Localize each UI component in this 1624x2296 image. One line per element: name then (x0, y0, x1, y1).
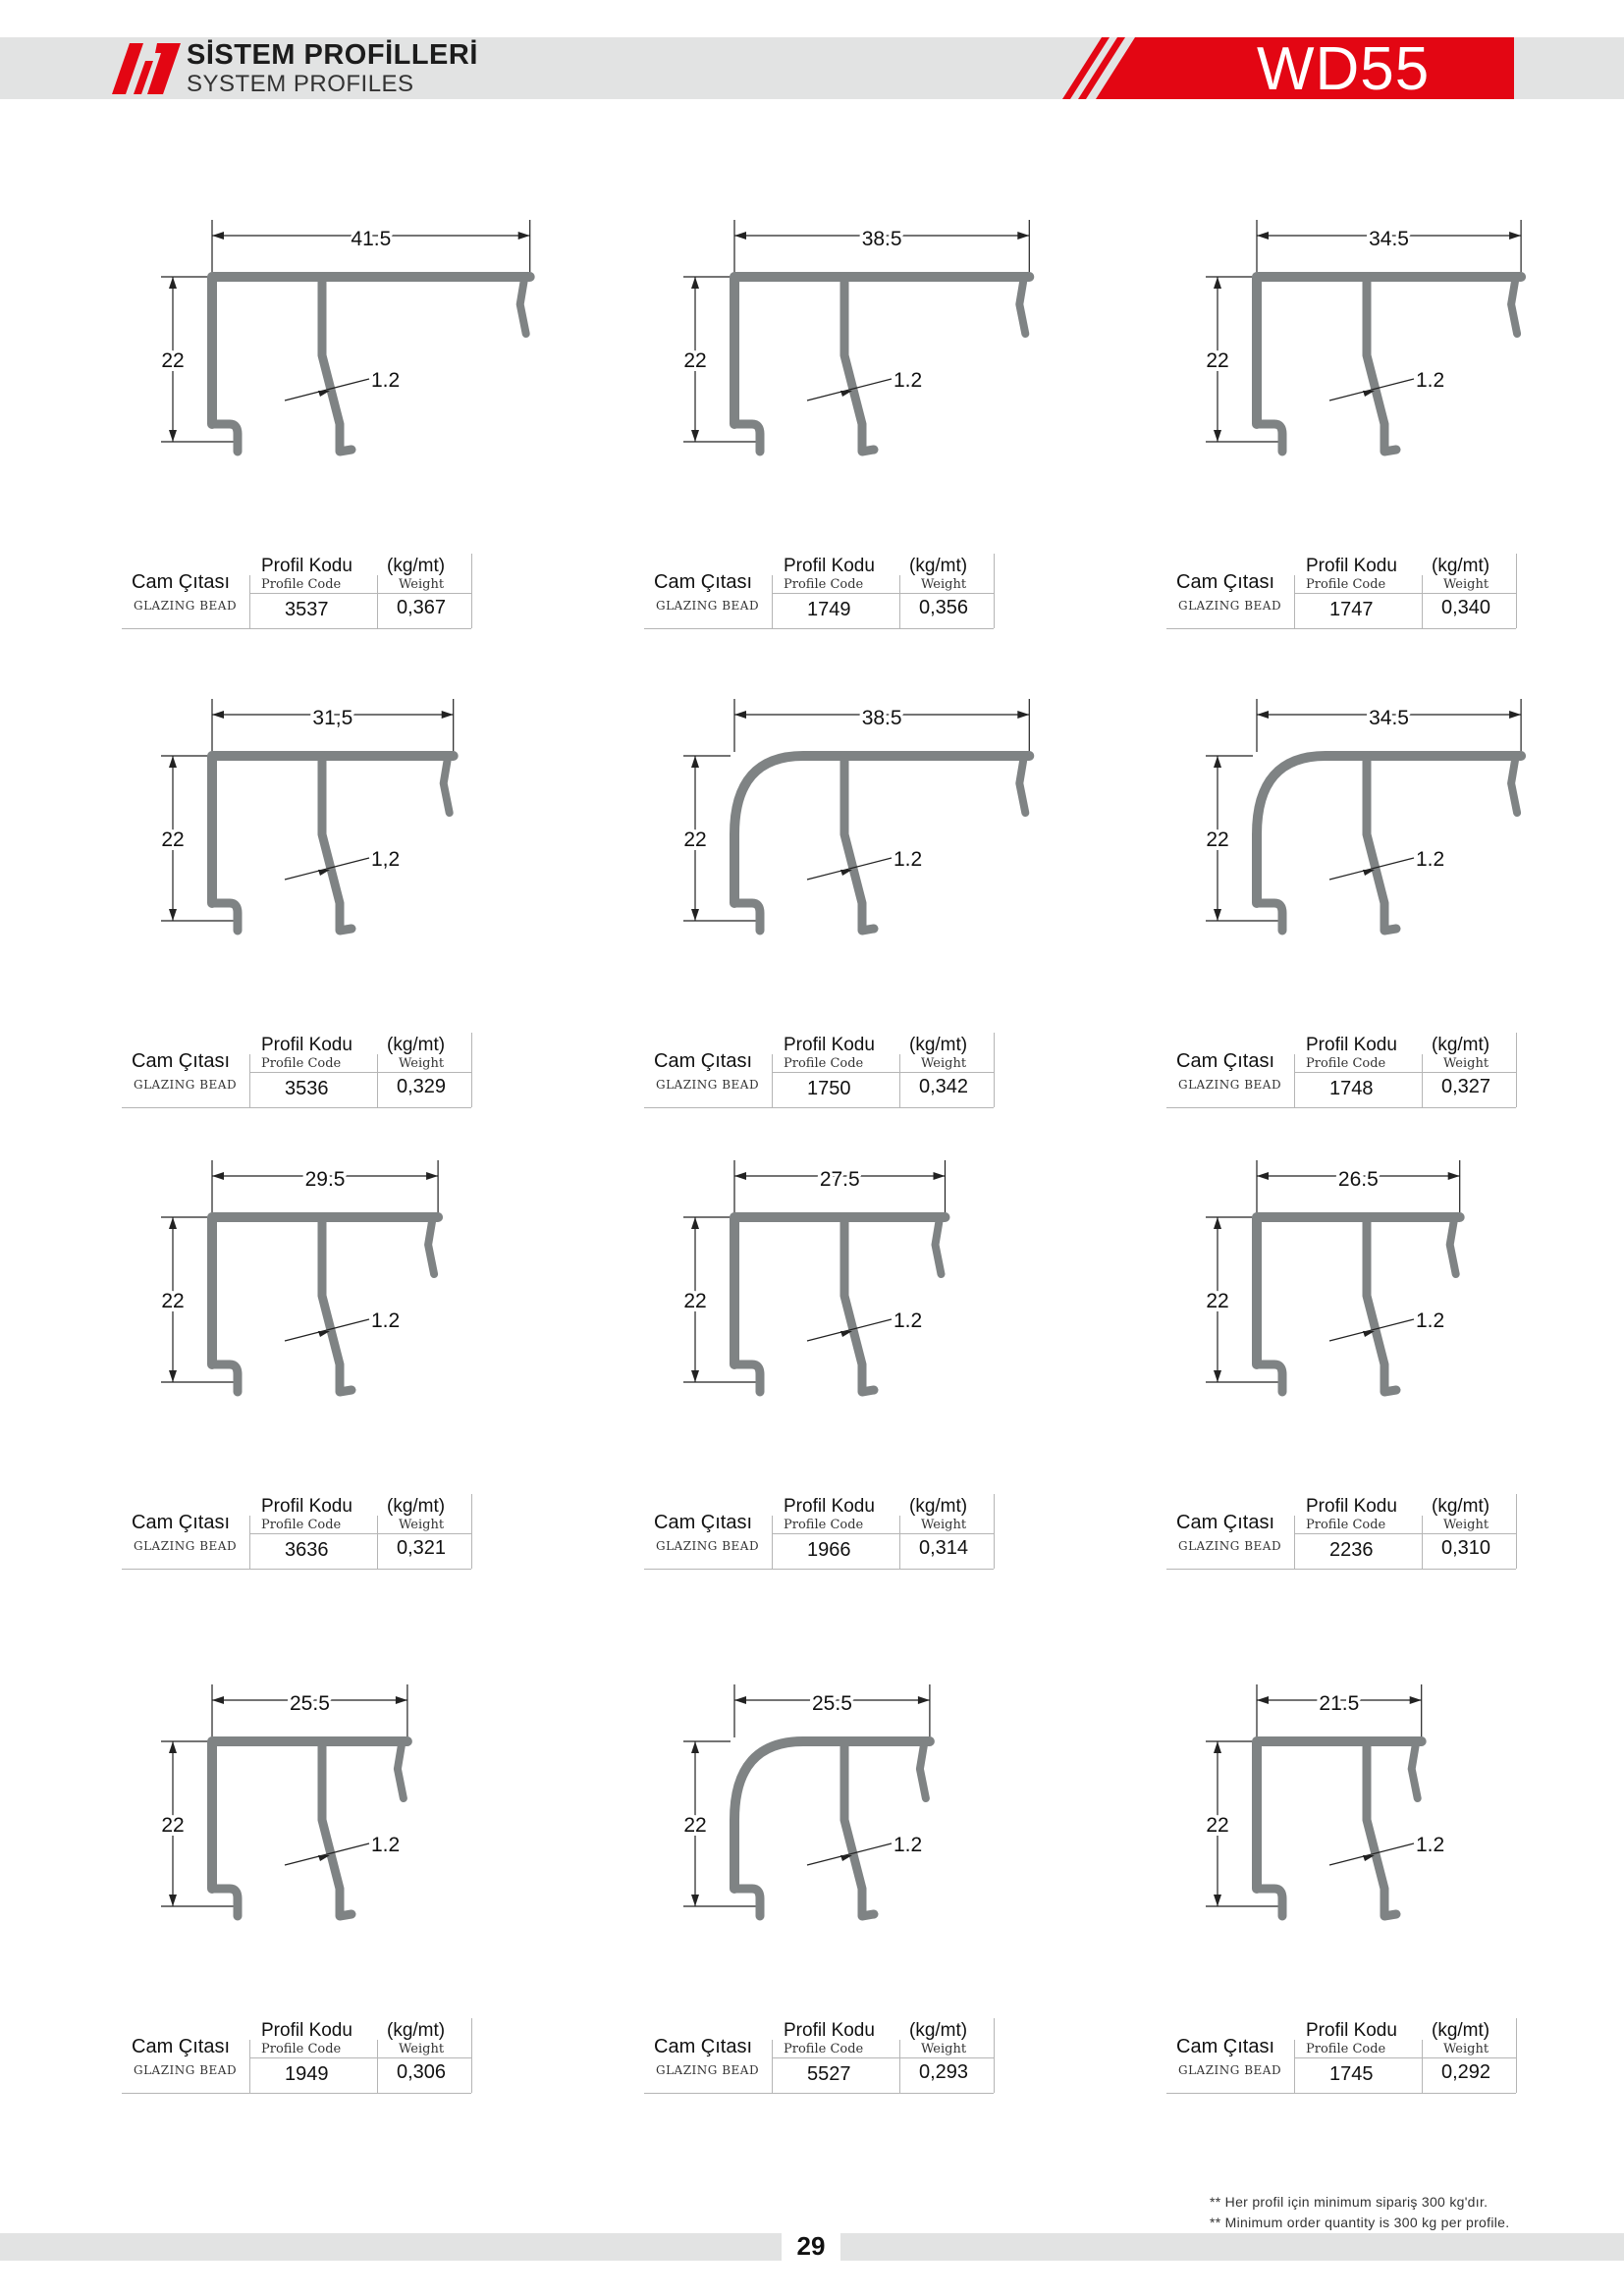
profile-code-header-tr: Profil Kodu (1306, 1035, 1397, 1055)
table-rule (1166, 628, 1516, 629)
table-rule (994, 554, 995, 628)
width-label: 29.5 (304, 1168, 346, 1191)
table-rule (772, 2040, 773, 2093)
spec-table (644, 1029, 998, 1109)
profile-drawing (640, 695, 1111, 989)
table-rule (899, 1054, 900, 1107)
weight-header-en: Weight (399, 577, 445, 592)
table-rule (772, 1516, 773, 1569)
profile-code-header-tr: Profil Kodu (261, 1496, 352, 1517)
profile-cell (640, 216, 1111, 677)
profile-code-header-en: Profile Code (784, 1518, 864, 1532)
height-label: 22 (1206, 1814, 1229, 1837)
weight-value: 0,356 (919, 597, 969, 618)
weight-header-tr: (kg/mt) (909, 556, 968, 576)
profile-code-value: 3537 (285, 599, 329, 620)
profile-shape (1257, 277, 1521, 452)
profile-code-value: 1748 (1329, 1078, 1374, 1099)
thickness-label: 1.2 (371, 369, 401, 392)
spec-table (122, 550, 475, 630)
glazing-bead-label-en: GLAZING BEAD (1178, 1539, 1282, 1553)
weight-value: 0,321 (397, 1537, 447, 1559)
profile-cell (640, 695, 1111, 1156)
profile-code-value: 1749 (807, 599, 851, 620)
table-rule (772, 2057, 994, 2058)
thickness-label: 1.2 (1416, 1309, 1445, 1332)
height-label: 22 (1206, 828, 1229, 851)
profile-code-header-en: Profile Code (261, 1056, 342, 1071)
glazing-bead-label-en: GLAZING BEAD (1178, 1078, 1282, 1092)
height-label: 22 (683, 1814, 707, 1837)
glazing-bead-label-tr: Cam Çıtası (654, 571, 753, 593)
width-label: 26.5 (1337, 1168, 1379, 1191)
table-rule (772, 1072, 994, 1073)
table-rule (1422, 575, 1423, 628)
table-rule (377, 575, 378, 628)
table-rule (994, 1494, 995, 1569)
table-rule (1294, 575, 1295, 628)
width-label: 25.5 (812, 1692, 852, 1715)
table-rule (377, 1516, 378, 1569)
glazing-bead-label-en: GLAZING BEAD (134, 1539, 238, 1553)
profile-shape (1257, 1217, 1460, 1392)
weight-header-en: Weight (399, 1518, 445, 1532)
table-rule (249, 1533, 471, 1534)
profile-code-header-tr: Profil Kodu (1306, 2020, 1397, 2041)
table-rule (1294, 2057, 1516, 2058)
table-rule (644, 1569, 994, 1570)
weight-header-tr: (kg/mt) (387, 556, 446, 576)
width-label: 38.5 (861, 228, 902, 250)
thickness-label: 1.2 (893, 1834, 923, 1856)
table-rule (772, 575, 773, 628)
profile-code-header-en: Profile Code (261, 1518, 342, 1532)
height-label: 22 (683, 828, 707, 851)
spec-table (1166, 2014, 1520, 2095)
glazing-bead-label-tr: Cam Çıtası (1176, 1512, 1275, 1533)
profile-shape (212, 277, 530, 452)
weight-header-tr: (kg/mt) (909, 1035, 968, 1055)
height-label: 22 (161, 1290, 185, 1312)
profile-shape (212, 1741, 407, 1916)
spec-table (644, 2014, 998, 2095)
profile-drawing (118, 695, 589, 989)
table-rule (1294, 1054, 1295, 1107)
profile-shape (734, 1217, 946, 1392)
profile-code-header-tr: Profil Kodu (261, 556, 352, 576)
weight-header-tr: (kg/mt) (1432, 556, 1490, 576)
weight-header-tr: (kg/mt) (1432, 2020, 1490, 2041)
profile-shape (1257, 756, 1521, 931)
profile-drawing (118, 1681, 589, 1975)
profile-code-header-en: Profile Code (261, 577, 342, 592)
footnote-tr: ** Her profil için minimum sipariş 300 kg'dır. (1210, 2194, 1489, 2210)
table-rule (1422, 2040, 1423, 2093)
table-rule (1166, 1569, 1516, 1570)
profile-code-header-en: Profile Code (1306, 1056, 1386, 1071)
weight-value: 0,329 (397, 1076, 447, 1097)
glazing-bead-label-tr: Cam Çıtası (132, 2036, 231, 2057)
profile-code-value: 3636 (285, 1539, 329, 1561)
glazing-bead-label-en: GLAZING BEAD (134, 2063, 238, 2077)
width-label: 38.5 (861, 707, 902, 729)
profile-code-header-en: Profile Code (1306, 577, 1386, 592)
profile-code-header-en: Profile Code (1306, 1518, 1386, 1532)
profile-code-header-tr: Profil Kodu (1306, 556, 1397, 576)
weight-header-tr: (kg/mt) (387, 1035, 446, 1055)
weight-header-en: Weight (921, 2042, 967, 2056)
table-rule (122, 2093, 471, 2094)
weight-header-en: Weight (399, 2042, 445, 2056)
glazing-bead-label-en: GLAZING BEAD (134, 599, 238, 613)
table-rule (899, 2040, 900, 2093)
width-label: 34.5 (1369, 707, 1409, 729)
profile-shape (1257, 1741, 1422, 1916)
weight-value: 0,306 (397, 2061, 447, 2083)
weight-header-tr: (kg/mt) (1432, 1035, 1490, 1055)
table-rule (471, 1033, 472, 1107)
profile-drawing (1163, 1156, 1624, 1451)
profile-code-header-tr: Profil Kodu (261, 2020, 352, 2041)
profile-code-header-tr: Profil Kodu (261, 1035, 352, 1055)
weight-header-tr: (kg/mt) (387, 1496, 446, 1517)
table-rule (899, 1516, 900, 1569)
profile-shape (212, 1217, 438, 1392)
profile-drawing (640, 216, 1111, 510)
profile-code-header-tr: Profil Kodu (784, 1035, 875, 1055)
height-label: 22 (683, 1290, 707, 1312)
glazing-bead-label-tr: Cam Çıtası (132, 1050, 231, 1072)
spec-table (1166, 550, 1520, 630)
table-rule (1422, 1516, 1423, 1569)
table-rule (994, 2018, 995, 2093)
table-rule (249, 1072, 471, 1073)
table-rule (249, 2040, 250, 2093)
table-rule (772, 1054, 773, 1107)
profile-drawing (118, 216, 589, 510)
profile-code-value: 2236 (1329, 1539, 1374, 1561)
table-rule (1294, 1516, 1295, 1569)
footnote-en: ** Minimum order quantity is 300 kg per profile. (1210, 2215, 1510, 2230)
table-rule (122, 628, 471, 629)
table-rule (899, 575, 900, 628)
profile-shape (734, 1741, 930, 1916)
table-rule (1166, 2093, 1516, 2094)
weight-value: 0,327 (1441, 1076, 1491, 1097)
profile-cell (640, 1156, 1111, 1618)
weight-header-en: Weight (1443, 2042, 1489, 2056)
table-rule (471, 554, 472, 628)
profile-cell (118, 1681, 589, 2142)
thickness-label: 1.2 (893, 1309, 923, 1332)
profile-cell (118, 695, 589, 1156)
thickness-label: 1.2 (1416, 369, 1445, 392)
thickness-label: 1,2 (371, 848, 401, 871)
profile-code-header-en: Profile Code (261, 2042, 342, 2056)
thickness-label: 1.2 (893, 369, 923, 392)
weight-header-en: Weight (399, 1056, 445, 1071)
profile-code-value: 1747 (1329, 599, 1374, 620)
weight-header-tr: (kg/mt) (387, 2020, 446, 2041)
weight-value: 0,292 (1441, 2061, 1491, 2083)
glazing-bead-label-en: GLAZING BEAD (1178, 2063, 1282, 2077)
profile-code-header-tr: Profil Kodu (1306, 1496, 1397, 1517)
profile-cell (1163, 216, 1624, 677)
weight-header-en: Weight (1443, 1518, 1489, 1532)
table-rule (1294, 1072, 1516, 1073)
table-rule (249, 1516, 250, 1569)
table-rule (1294, 1533, 1516, 1534)
weight-value: 0,342 (919, 1076, 969, 1097)
table-rule (1516, 2018, 1517, 2093)
spec-table (1166, 1490, 1520, 1571)
table-rule (471, 2018, 472, 2093)
thickness-label: 1.2 (1416, 848, 1445, 871)
table-rule (122, 1569, 471, 1570)
profile-cell (118, 216, 589, 677)
profile-drawing (1163, 1681, 1624, 1975)
table-rule (644, 1107, 994, 1108)
height-label: 22 (161, 828, 185, 851)
table-rule (249, 593, 471, 594)
profile-code-value: 1750 (807, 1078, 851, 1099)
table-rule (1516, 1494, 1517, 1569)
spec-table (1166, 1029, 1520, 1109)
glazing-bead-label-en: GLAZING BEAD (656, 1078, 760, 1092)
weight-header-en: Weight (921, 1518, 967, 1532)
company-logo (110, 39, 181, 96)
profile-code-value: 1949 (285, 2063, 329, 2085)
table-rule (644, 2093, 994, 2094)
spec-table (644, 1490, 998, 1571)
weight-value: 0,293 (919, 2061, 969, 2083)
height-label: 22 (1206, 1290, 1229, 1312)
glazing-bead-label-tr: Cam Çıtası (1176, 2036, 1275, 2057)
glazing-bead-label-tr: Cam Çıtası (654, 2036, 753, 2057)
weight-value: 0,314 (919, 1537, 969, 1559)
profile-drawing (1163, 216, 1624, 510)
weight-header-tr: (kg/mt) (1432, 1496, 1490, 1517)
profile-drawing (640, 1681, 1111, 1975)
height-label: 22 (161, 349, 185, 372)
table-rule (471, 1494, 472, 1569)
width-label: 25.5 (290, 1692, 330, 1715)
profile-code-header-tr: Profil Kodu (784, 556, 875, 576)
table-rule (1516, 1033, 1517, 1107)
table-rule (122, 1107, 471, 1108)
profile-cell (1163, 695, 1624, 1156)
profile-code-value: 1966 (807, 1539, 851, 1561)
table-rule (644, 628, 994, 629)
page-number: 29 (782, 2229, 840, 2263)
profile-drawing (1163, 695, 1624, 989)
weight-header-en: Weight (921, 577, 967, 592)
profile-cell (1163, 1156, 1624, 1618)
profile-code-header-tr: Profil Kodu (784, 1496, 875, 1517)
brand-title-en: SYSTEM PROFILES (187, 71, 414, 97)
glazing-bead-label-en: GLAZING BEAD (134, 1078, 238, 1092)
table-rule (1422, 1054, 1423, 1107)
glazing-bead-label-en: GLAZING BEAD (656, 2063, 760, 2077)
profile-code-value: 5527 (807, 2063, 851, 2085)
series-code: WD55 (1257, 35, 1431, 103)
glazing-bead-label-tr: Cam Çıtası (654, 1050, 753, 1072)
spec-table (122, 1490, 475, 1571)
profile-shape (212, 756, 454, 931)
thickness-label: 1.2 (1416, 1834, 1445, 1856)
weight-header-en: Weight (1443, 577, 1489, 592)
spec-table (122, 2014, 475, 2095)
width-label: 31,5 (312, 707, 353, 729)
height-label: 22 (683, 349, 707, 372)
width-label: 34.5 (1369, 228, 1409, 250)
profile-code-header-en: Profile Code (784, 2042, 864, 2056)
table-rule (377, 1054, 378, 1107)
table-rule (1516, 554, 1517, 628)
table-rule (994, 1033, 995, 1107)
glazing-bead-label-en: GLAZING BEAD (656, 1539, 760, 1553)
glazing-bead-label-en: GLAZING BEAD (656, 599, 760, 613)
profile-code-header-en: Profile Code (1306, 2042, 1386, 2056)
weight-value: 0,340 (1441, 597, 1491, 618)
profile-cell (118, 1156, 589, 1618)
profile-shape (734, 756, 1029, 931)
table-rule (1166, 1107, 1516, 1108)
spec-table (122, 1029, 475, 1109)
table-rule (772, 1533, 994, 1534)
glazing-bead-label-tr: Cam Çıtası (132, 571, 231, 593)
table-rule (1294, 593, 1516, 594)
thickness-label: 1.2 (893, 848, 923, 871)
width-label: 27.5 (819, 1168, 860, 1191)
profile-code-value: 3536 (285, 1078, 329, 1099)
weight-value: 0,367 (397, 597, 447, 618)
table-rule (772, 593, 994, 594)
profile-code-header-en: Profile Code (784, 577, 864, 592)
profile-shape (734, 277, 1029, 452)
profile-drawing (118, 1156, 589, 1451)
table-rule (249, 1054, 250, 1107)
glazing-bead-label-tr: Cam Çıtası (1176, 571, 1275, 593)
height-label: 22 (1206, 349, 1229, 372)
table-rule (249, 2057, 471, 2058)
width-label: 21.5 (1319, 1692, 1360, 1715)
glazing-bead-label-en: GLAZING BEAD (1178, 599, 1282, 613)
profile-cell (640, 1681, 1111, 2142)
height-label: 22 (161, 1814, 185, 1837)
profile-code-value: 1745 (1329, 2063, 1374, 2085)
glazing-bead-label-tr: Cam Çıtası (1176, 1050, 1275, 1072)
brand-title-tr: SİSTEM PROFİLLERİ (187, 39, 478, 71)
table-rule (249, 575, 250, 628)
glazing-bead-label-tr: Cam Çıtası (132, 1512, 231, 1533)
weight-header-en: Weight (1443, 1056, 1489, 1071)
weight-header-tr: (kg/mt) (909, 1496, 968, 1517)
weight-header-tr: (kg/mt) (909, 2020, 968, 2041)
glazing-bead-label-tr: Cam Çıtası (654, 1512, 753, 1533)
thickness-label: 1.2 (371, 1309, 401, 1332)
spec-table (644, 550, 998, 630)
width-label: 41.5 (351, 228, 392, 250)
profile-cell (1163, 1681, 1624, 2142)
profile-code-header-tr: Profil Kodu (784, 2020, 875, 2041)
weight-value: 0,310 (1441, 1537, 1491, 1559)
weight-header-en: Weight (921, 1056, 967, 1071)
profile-code-header-en: Profile Code (784, 1056, 864, 1071)
table-rule (377, 2040, 378, 2093)
thickness-label: 1.2 (371, 1834, 401, 1856)
table-rule (1294, 2040, 1295, 2093)
profile-drawing (640, 1156, 1111, 1451)
